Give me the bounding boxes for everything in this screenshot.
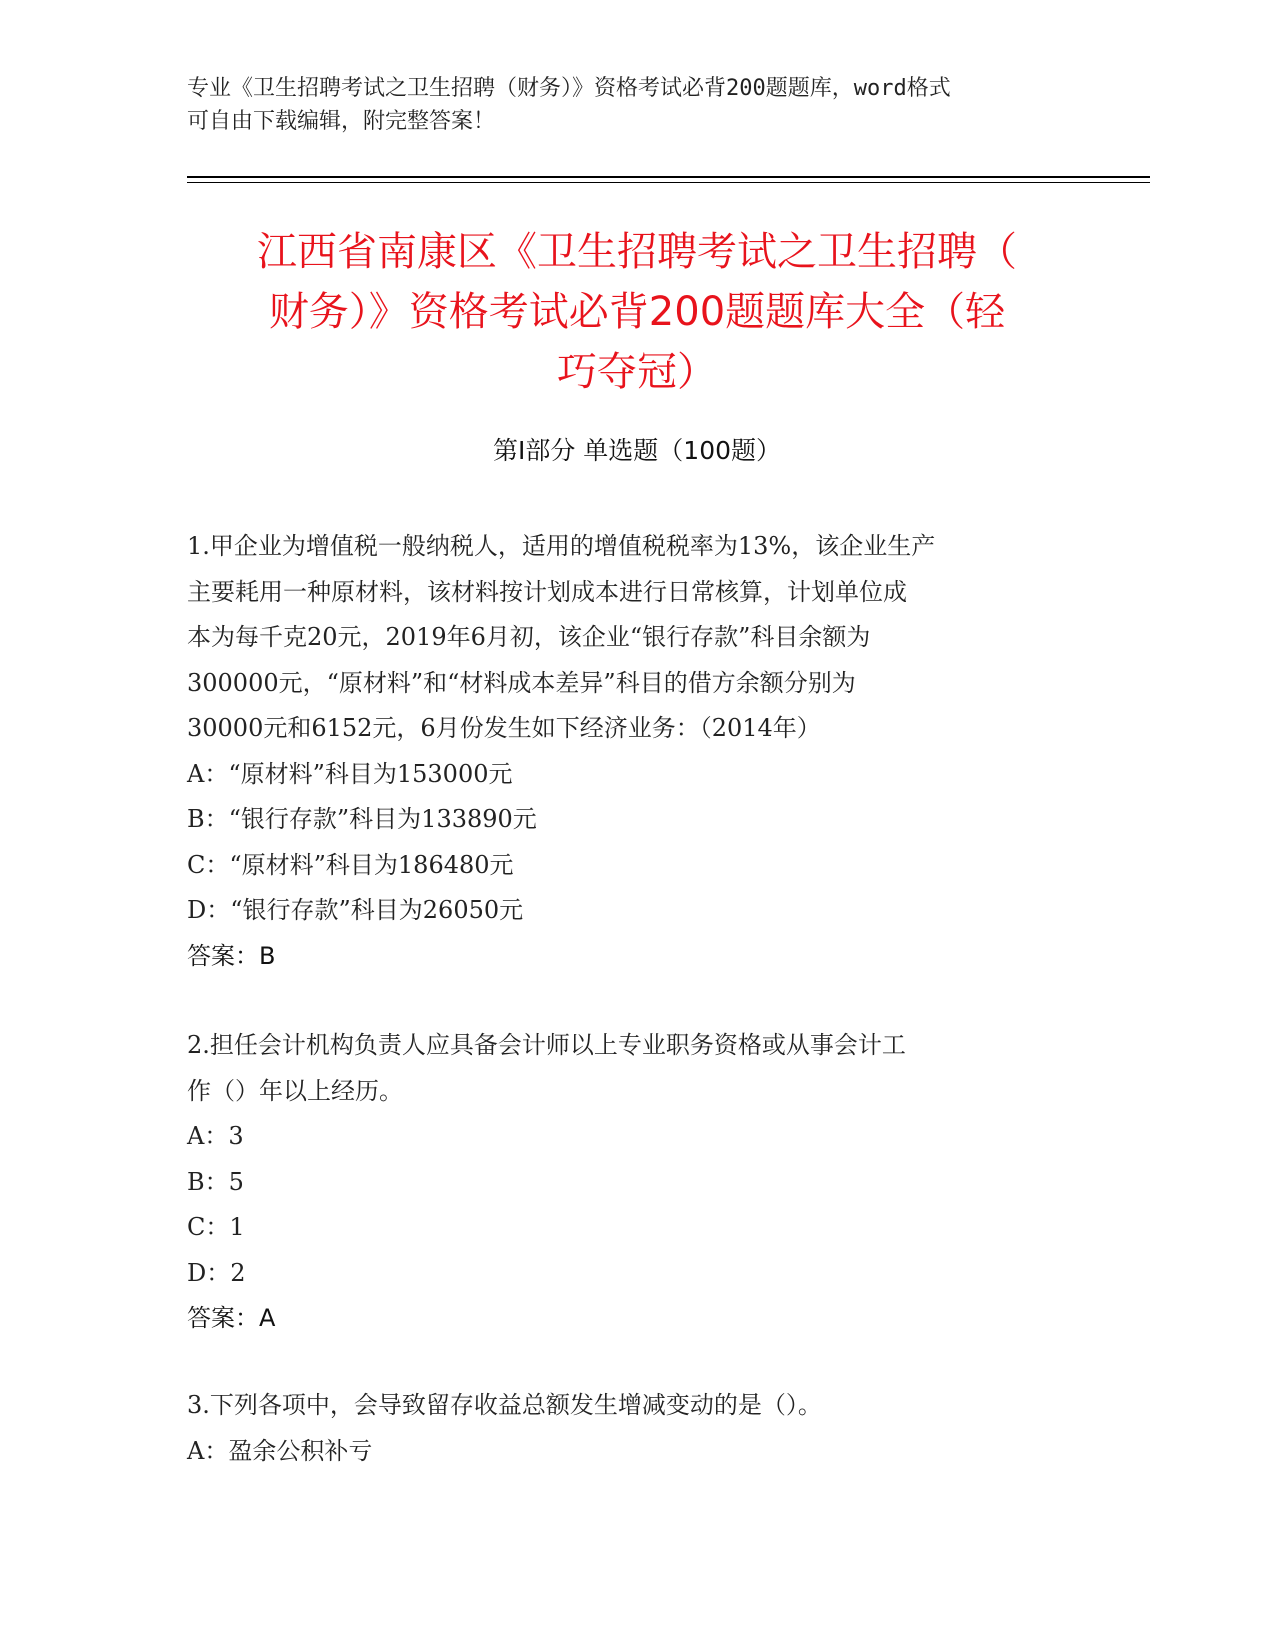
- question-text-line: 1.甲企业为增值税一般纳税人，适用的增值税税率为13%，该企业生产: [187, 532, 936, 560]
- question-3: [187, 1383, 1087, 1474]
- option-c: C：“原材料”科目为186480元: [187, 850, 514, 879]
- answer: 答案：A: [187, 1304, 276, 1332]
- option-c: C：1: [187, 1213, 245, 1241]
- document-title-line: 巧夺冠）: [557, 349, 717, 395]
- header-note-line: 专业《卫生招聘考试之卫生招聘（财务）》资格考试必背200题题库，word格式: [187, 76, 951, 101]
- option-a: A：盈余公积补亏: [187, 1436, 373, 1465]
- section-title: 第Ⅰ部分 单选题（100题）: [492, 436, 782, 465]
- document-title: [187, 222, 1087, 402]
- option-b: B：5: [187, 1167, 244, 1196]
- question-2: [187, 1023, 1087, 1342]
- header-divider-thin: [187, 182, 1150, 183]
- option-a: A：3: [187, 1122, 244, 1150]
- option-d: D：“银行存款”科目为26050元: [187, 896, 524, 924]
- option-d: D：2: [187, 1258, 246, 1287]
- question-text-line: 主要耗用一种原材料，该材料按计划成本进行日常核算，计划单位成: [187, 577, 907, 606]
- document-title-line: 江西省南康区《卫生招聘考试之卫生招聘（: [257, 229, 1017, 275]
- question-text-line: 作（）年以上经历。: [187, 1076, 403, 1105]
- header-note-line: 可自由下载编辑，附完整答案！: [187, 109, 496, 134]
- question-text-line: 2.担任会计机构负责人应具备会计师以上专业职务资格或从事会计工: [187, 1031, 906, 1059]
- answer: 答案：B: [187, 941, 276, 970]
- option-b: B：“银行存款”科目为133890元: [187, 805, 537, 833]
- question-text-line: 30000元和6152元，6月份发生如下经济业务：（2014年）: [187, 714, 821, 742]
- header-divider-thick: [187, 176, 1150, 178]
- question-text-line: 300000元，“原材料”和“材料成本差异”科目的借方余额分别为: [187, 668, 856, 697]
- document-title-line: 财务）》资格考试必背200题题库大全（轻: [268, 289, 1006, 335]
- header-note: [187, 72, 1067, 138]
- question-text-line: 本为每千克20元，2019年6月初，该企业“银行存款”科目余额为: [187, 623, 871, 651]
- question-1: [187, 524, 1087, 979]
- option-a: A：“原材料”科目为153000元: [187, 759, 513, 788]
- question-text-line: 3.下列各项中，会导致留存收益总额发生增减变动的是（）。: [187, 1391, 822, 1419]
